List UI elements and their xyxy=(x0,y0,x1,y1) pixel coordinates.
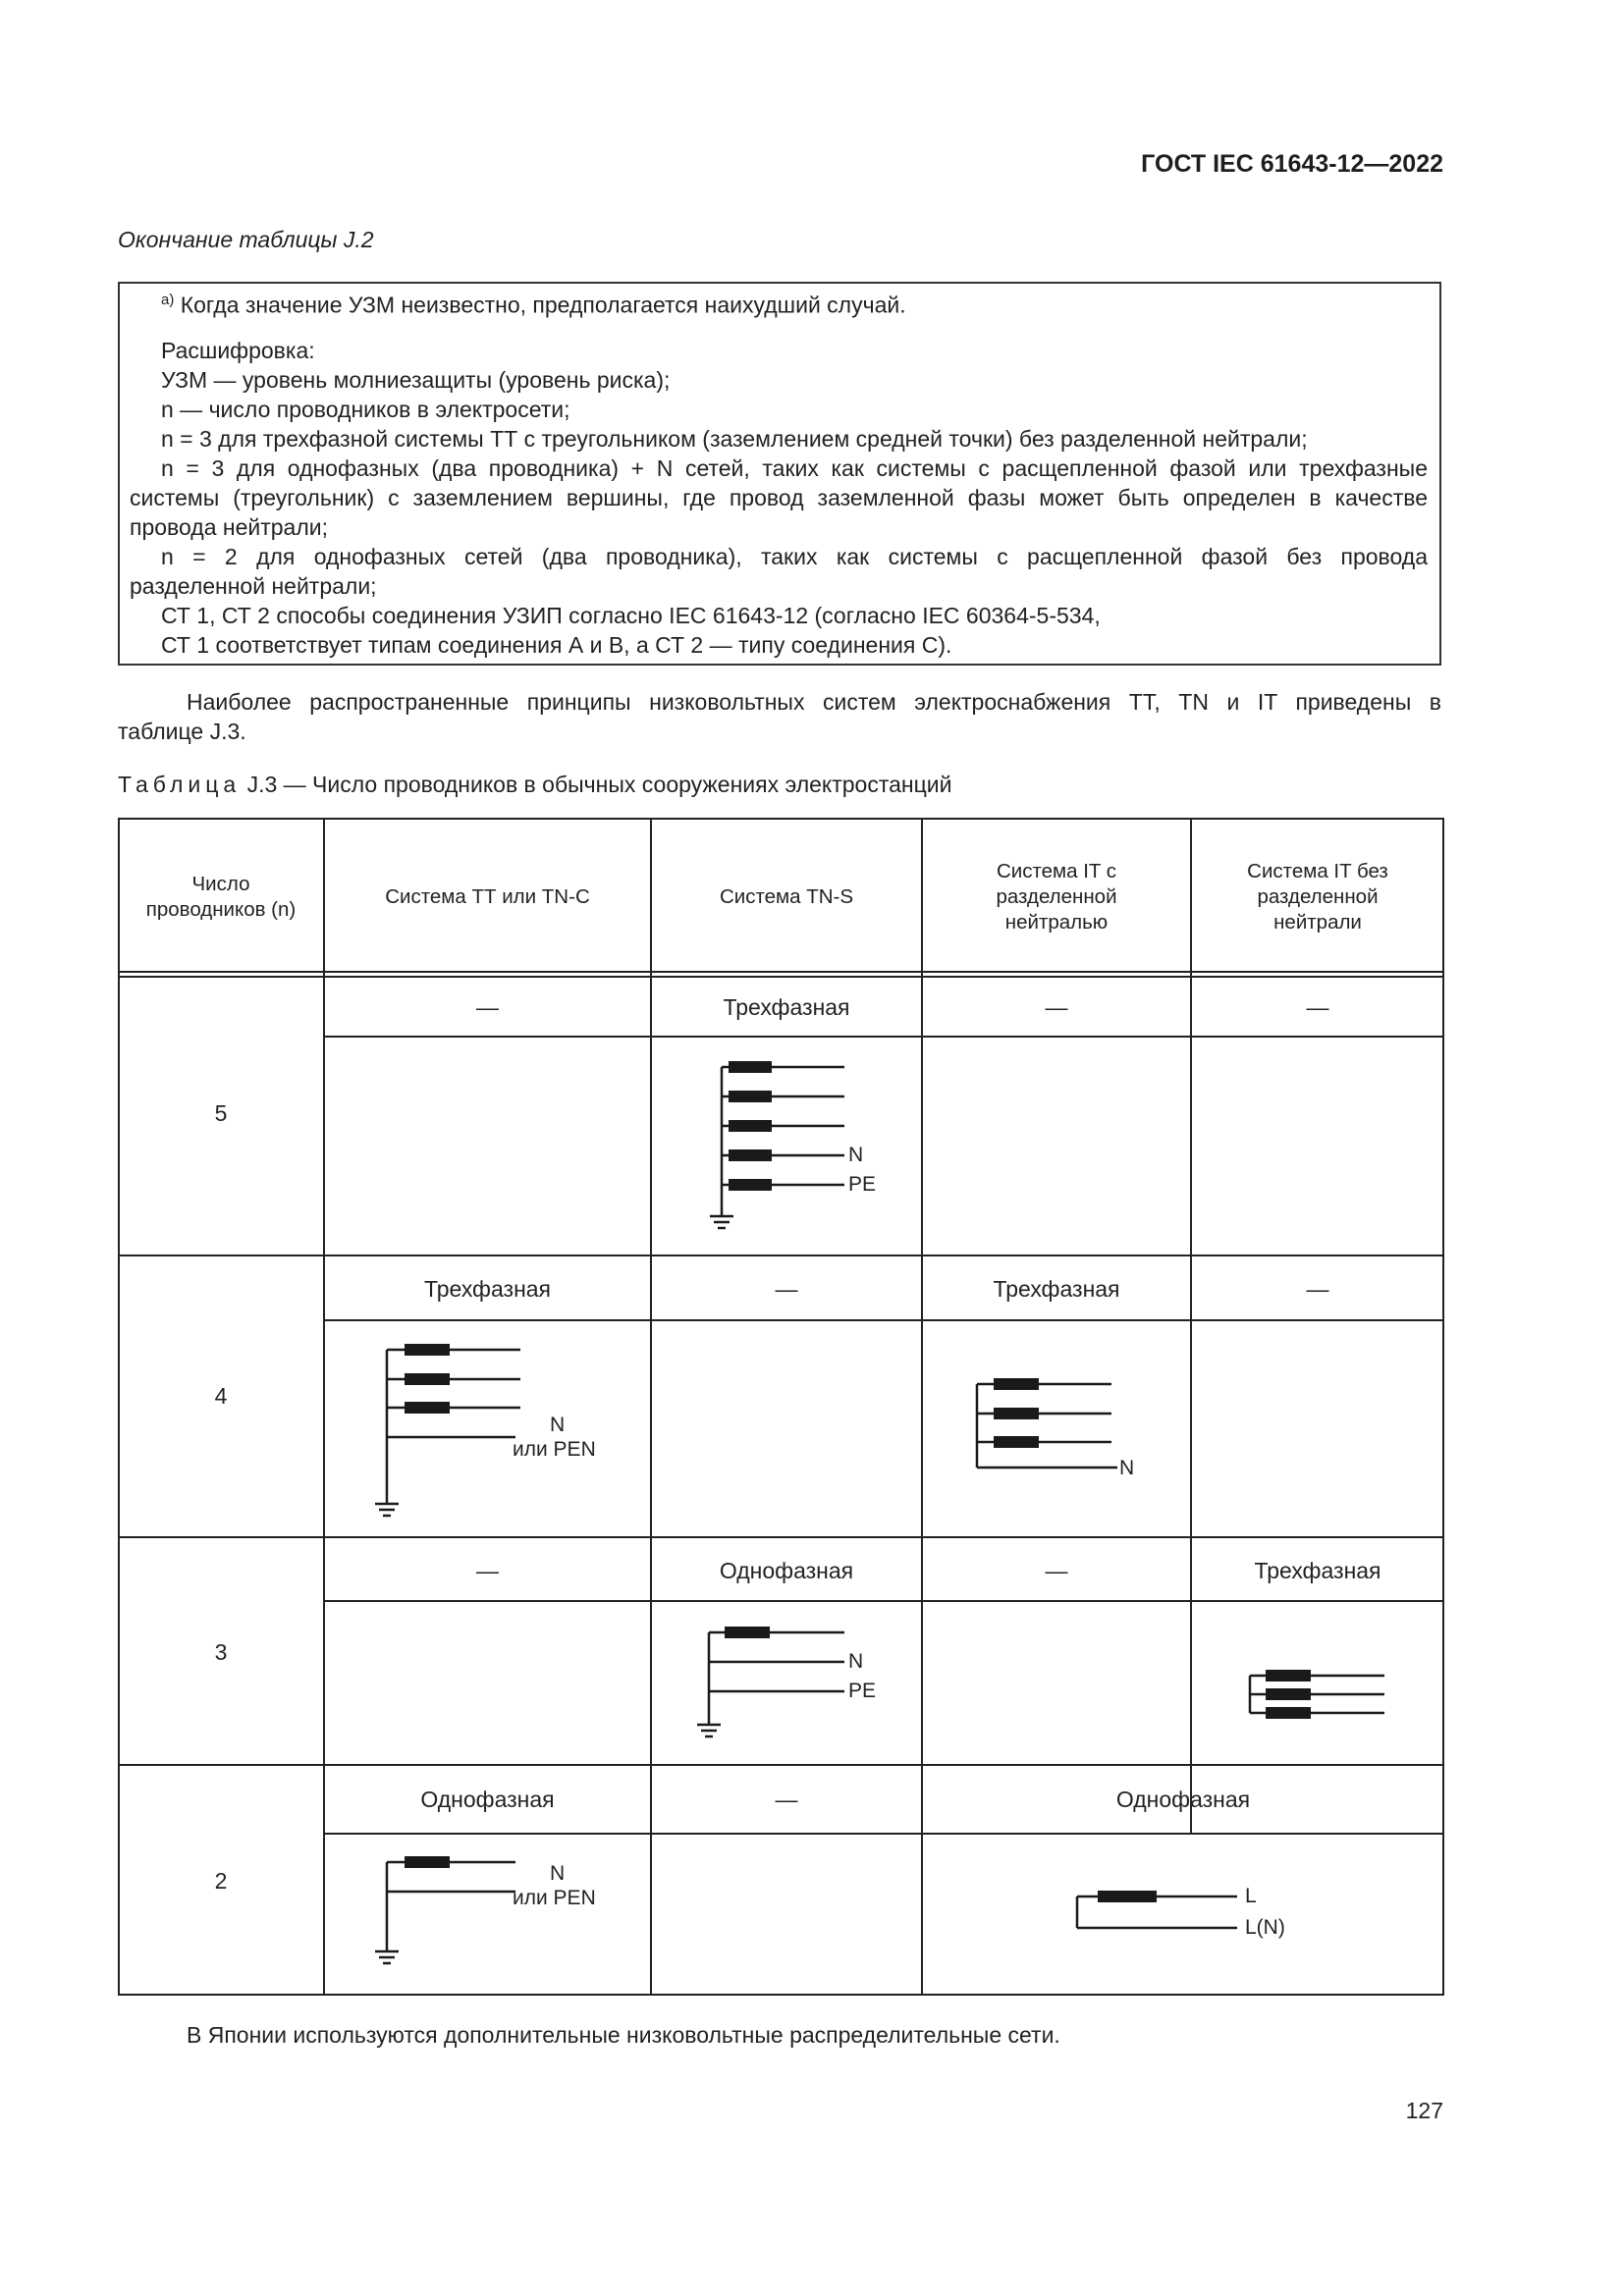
wire-label-l-n: L(N) xyxy=(1245,1916,1285,1939)
wire-label-n: N xyxy=(550,1862,566,1885)
paragraph-line-1: Наиболее распространенные принципы низковольтных систем электроснабжения ТТ, TN и IT приведены в xyxy=(187,689,1441,715)
row-n-cell: 5 xyxy=(214,1100,228,1126)
row-n-cell: 3 xyxy=(214,1639,228,1665)
footnote-text: Когда значение УЗМ неизвестно, предполагается наихудший случай. xyxy=(180,292,906,318)
circuit-wires xyxy=(375,1067,1384,1963)
row-n-cell: 2 xyxy=(214,1868,228,1894)
wire-label-pe: PE xyxy=(848,1173,877,1196)
header-n xyxy=(118,872,324,923)
table-cell: Однофазная xyxy=(420,1787,555,1812)
wire-label-n: N xyxy=(848,1144,864,1166)
legend-line: n — число проводников в электросети; xyxy=(161,397,570,422)
header-line: разделенной xyxy=(1257,885,1379,908)
wire-label-or-pen: или PEN xyxy=(513,1438,596,1461)
table-cell: — xyxy=(1306,1276,1329,1302)
wire-label-n: N xyxy=(550,1414,566,1436)
table-cell: Трехфазная xyxy=(723,994,850,1020)
footnote-marker: a) xyxy=(161,292,175,308)
table-cell: — xyxy=(775,1276,798,1302)
header-tns: Система TN-S xyxy=(719,885,854,908)
table-notes-box xyxy=(118,282,1441,666)
table-cell: — xyxy=(1306,994,1329,1020)
wire-label-or-pen: или PEN xyxy=(513,1887,596,1909)
header-line: нейтрали xyxy=(1273,911,1362,934)
table-cell: Трехфазная xyxy=(993,1276,1120,1302)
header-it-neutral xyxy=(922,859,1191,935)
table-cell: — xyxy=(476,1558,499,1583)
legend-line: СТ 1 соответствует типам соединения А и В, а СТ 2 — типу соединения С). xyxy=(161,632,952,658)
legend-line: n = 3 для однофазных (два проводника) + N сетей, таких как системы с расщепленной фазой или трехфазные xyxy=(161,455,1428,481)
header-line: Система IT с xyxy=(996,860,1117,882)
wire-label-l: L xyxy=(1245,1885,1257,1907)
legend-line: УЗМ — уровень молниезащиты (уровень риска); xyxy=(161,367,671,393)
header-n-line: проводников (n) xyxy=(145,898,297,921)
table-caption-text: J.3 — Число проводников в обычных сооружениях электростанций xyxy=(241,772,952,797)
legend-line: системы (треугольник) с заземлением вершины, где провод заземленной фазы может быть определен в качестве xyxy=(130,485,1428,510)
header-line: нейтралью xyxy=(1004,911,1109,934)
wire-label-n: N xyxy=(1119,1457,1135,1479)
table-cell: Трехфазная xyxy=(1254,1558,1381,1583)
footer-note: В Японии используются дополнительные низковольтные распределительные сети. xyxy=(187,2022,1060,2048)
legend-line: n = 3 для трехфазной системы ТТ с треугольником (заземлением средней точки) без разделенной нейтрали; xyxy=(161,426,1308,452)
table-cell: — xyxy=(1045,1558,1068,1583)
footnote-line xyxy=(161,286,906,320)
conductor-table xyxy=(118,818,1444,1996)
header-line: Система IT без xyxy=(1247,860,1388,882)
paragraph-line-2: таблице J.3. xyxy=(118,719,246,744)
page-number: 127 xyxy=(1405,2098,1443,2123)
legend-line: провода нейтрали; xyxy=(130,514,329,540)
header-it-no-neutral xyxy=(1191,859,1444,935)
legend-line: СТ 1, СТ 2 способы соединения УЗИП согласно IEC 61643-12 (согласно IEC 60364-5-534, xyxy=(161,603,1101,628)
body-paragraph xyxy=(118,687,1441,746)
table-cell: — xyxy=(1045,994,1068,1020)
wire-label-n: N xyxy=(848,1650,864,1673)
legend-line: n = 2 для однофазных сетей (два проводника), таких как системы с расщепленной фазой без провода xyxy=(161,544,1428,569)
legend-line: разделенной нейтрали; xyxy=(130,573,377,599)
document-code: ГОСТ IEC 61643-12—2022 xyxy=(1141,150,1443,178)
table-caption xyxy=(118,772,952,798)
header-n-line: Число xyxy=(191,873,250,895)
legend-title: Расшифровка: xyxy=(161,338,315,363)
wire-label-pe: PE xyxy=(848,1680,877,1702)
row-n-cell: 4 xyxy=(214,1383,228,1409)
table-caption-label: Таблица xyxy=(118,772,242,797)
header-tt-tnc: Система ТТ или TN-C xyxy=(385,885,590,908)
table-cell-merged: Однофазная xyxy=(1115,1787,1251,1812)
table-cell: — xyxy=(775,1787,798,1812)
header-line: разделенной xyxy=(996,885,1117,908)
continuation-title: Окончание таблицы J.2 xyxy=(118,227,374,252)
table-cell: — xyxy=(476,994,499,1020)
table-cell: Однофазная xyxy=(719,1558,854,1583)
table-cell: Трехфазная xyxy=(423,1276,552,1302)
